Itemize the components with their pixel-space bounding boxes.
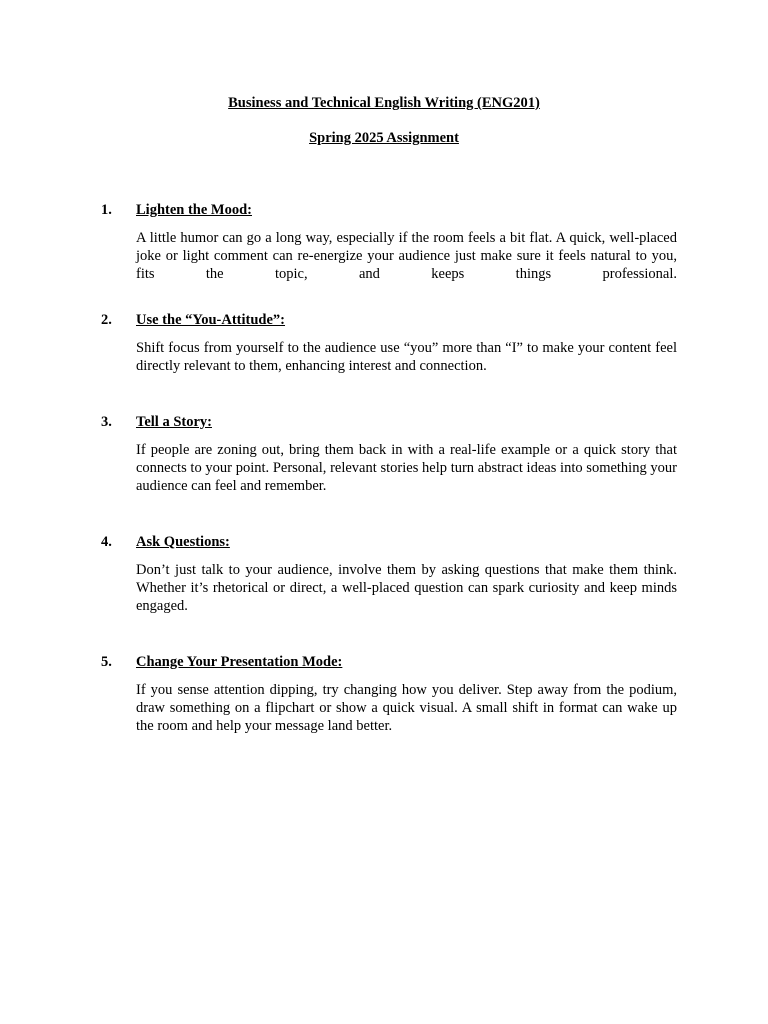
item-number: 3.	[101, 414, 112, 430]
item-body: A little humor can go a long way, especially if the room feels a bit flat. A quick, well-placed joke or light comment can re-energize your audience just make sure it feels natural to you, fits the topic, and keeps things professional.	[136, 230, 677, 283]
item-heading: Tell a Story:	[136, 414, 212, 430]
document-title: Business and Technical English Writing (ENG201)	[228, 95, 540, 111]
item-body: If you sense attention dipping, try changing how you deliver. Step away from the podium, draw something on a flipchart or show a quick visual. A small shift in format can wake up the room and help your message land better.	[136, 682, 677, 735]
item-body: Don’t just talk to your audience, involve them by asking questions that make them think. Whether it’s rhetorical or direct, a well-placed question can spark curiosity and keep minds engaged.	[136, 562, 677, 615]
item-heading: Ask Questions:	[136, 534, 230, 550]
item-heading: Lighten the Mood:	[136, 202, 252, 218]
item-heading: Change Your Presentation Mode:	[136, 654, 343, 670]
item-number: 2.	[101, 312, 112, 328]
item-body: If people are zoning out, bring them back in with a real-life example or a quick story that connects to your point. Personal, relevant stories help turn abstract ideas into something your audience can feel and remember.	[136, 442, 677, 495]
item-number: 1.	[101, 202, 112, 218]
item-body: Shift focus from yourself to the audience use “you” more than “I” to make your content feel directly relevant to them, enhancing interest and connection.	[136, 340, 677, 375]
item-heading: Use the “You-Attitude”:	[136, 312, 286, 328]
item-number: 5.	[101, 654, 112, 670]
item-number: 4.	[101, 534, 112, 550]
document-subtitle: Spring 2025 Assignment	[309, 130, 459, 146]
